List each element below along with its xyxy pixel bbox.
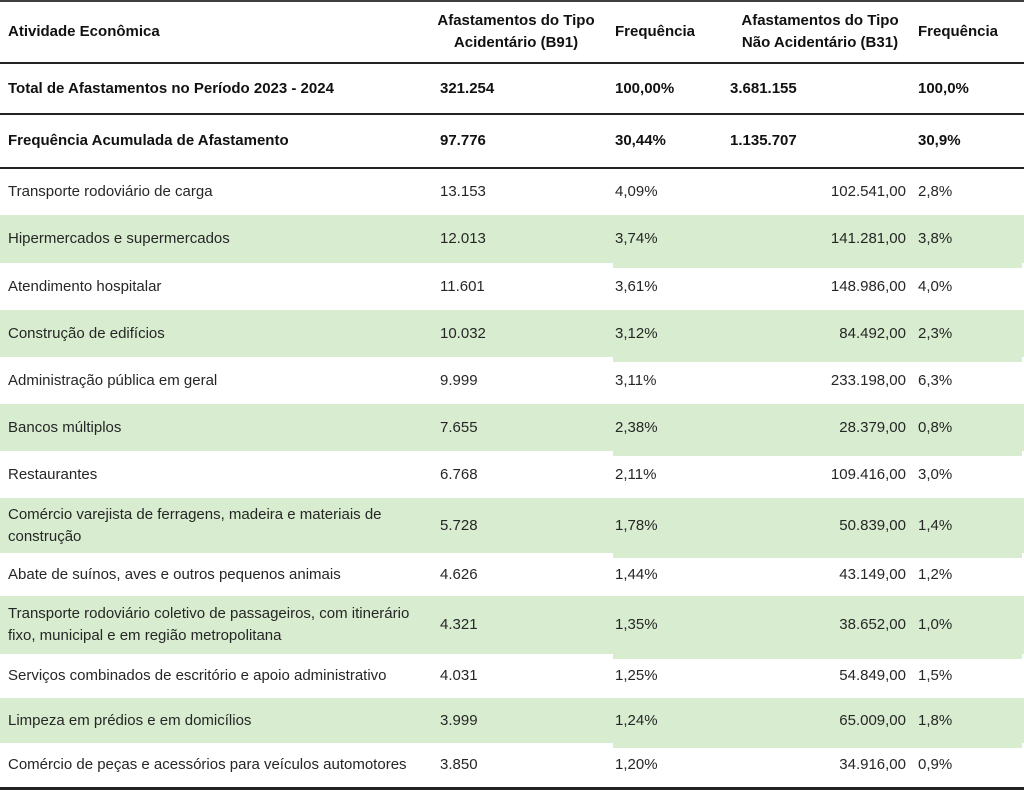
activity-cell: Transporte rodoviário coletivo de passageiros, com itinerário fixo, municipal e em região metropolitana (0, 596, 432, 654)
column-header-afastamentos-b91: Afastamentos do Tipo Acidentário (B91) (437, 12, 595, 51)
b91-value-cell: 10.032 (432, 310, 600, 357)
b31-value-cell: 34.916,00 (839, 756, 906, 773)
table-row (0, 654, 1024, 698)
b31-value-cell: 84.492,00 (700, 310, 908, 357)
activity-cell: Hipermercados e supermercados (0, 215, 432, 263)
table-header-row (0, 2, 1024, 64)
table-row (0, 553, 1024, 596)
activity-cell: Bancos múltiplos (0, 404, 432, 451)
activity-cell: Restaurantes (8, 465, 98, 483)
b91-frequency-cell: 1,20% (615, 756, 658, 773)
b91-frequency-cell: 2,11% (615, 465, 657, 483)
column-header-atividade-economica: Atividade Econômica (8, 23, 160, 40)
table-row (0, 404, 1024, 451)
b31-frequency-cell: 100,0% (918, 79, 969, 97)
b91-value-cell: 321.254 (440, 79, 495, 97)
b31-value-cell: 141.281,00 (700, 215, 908, 263)
b91-value-cell: 97.776 (440, 132, 486, 149)
summary-row (0, 115, 1024, 169)
b91-value-cell: 12.013 (432, 215, 600, 263)
b91-value-cell: 3.850 (440, 756, 478, 773)
activity-cell: Abate de suínos, aves e outros pequenos animais (8, 565, 341, 583)
table-row (0, 596, 1024, 654)
table-row (0, 215, 1024, 263)
table-row (0, 310, 1024, 357)
b31-value-cell: 102.541,00 (830, 183, 906, 200)
table-row (0, 451, 1024, 498)
b31-frequency-cell: 0,8% (908, 404, 1024, 451)
b31-value-cell: 233.198,00 (830, 371, 906, 389)
b31-frequency-cell: 2,3% (908, 310, 1024, 357)
b91-frequency-cell: 30,44% (615, 132, 666, 149)
b31-frequency-cell: 1,5% (918, 667, 953, 684)
b31-value-cell: 65.009,00 (700, 698, 908, 743)
b31-value-cell: 3.681.155 (730, 79, 797, 97)
activity-cell: Limpeza em prédios e em domicílios (0, 698, 432, 743)
b91-frequency-cell: 3,74% (600, 215, 700, 263)
activity-cell: Frequência Acumulada de Afastamento (8, 132, 289, 149)
b31-value-cell: 38.652,00 (700, 596, 908, 654)
b91-frequency-cell: 3,11% (615, 371, 657, 389)
activity-cell: Construção de edifícios (0, 310, 432, 357)
b31-value-cell: 50.839,00 (700, 498, 908, 553)
b31-frequency-cell: 1,8% (908, 698, 1024, 743)
b91-value-cell: 4.031 (440, 667, 478, 684)
b31-value-cell: 148.986,00 (830, 277, 906, 295)
b91-frequency-cell: 1,24% (600, 698, 700, 743)
column-header-frequencia-b31: Frequência (918, 23, 999, 40)
b31-value-cell: 109.416,00 (830, 465, 906, 483)
b91-frequency-cell: 4,09% (615, 183, 658, 200)
b31-frequency-cell: 4,0% (918, 277, 953, 295)
activity-cell: Administração pública em geral (8, 371, 218, 389)
table-row (0, 743, 1024, 787)
b31-value-cell: 43.149,00 (839, 565, 906, 583)
b91-value-cell: 7.655 (432, 404, 600, 451)
b91-frequency-cell: 2,38% (600, 404, 700, 451)
summary-rows-section (0, 64, 1024, 169)
b31-frequency-cell: 1,2% (918, 565, 953, 583)
b91-frequency-cell: 1,78% (600, 498, 700, 553)
data-rows-section (0, 169, 1024, 787)
b91-value-cell: 6.768 (440, 465, 478, 483)
b31-frequency-cell: 30,9% (918, 132, 961, 149)
b91-value-cell: 4.626 (440, 565, 478, 583)
b31-frequency-cell: 0,9% (918, 756, 953, 773)
b91-value-cell: 5.728 (432, 498, 600, 553)
b91-value-cell: 13.153 (440, 183, 486, 200)
b91-value-cell: 3.999 (432, 698, 600, 743)
activity-cell: Transporte rodoviário de carga (8, 183, 213, 200)
table-row (0, 357, 1024, 404)
b91-frequency-cell: 100,00% (615, 79, 675, 97)
b91-frequency-cell: 1,25% (615, 667, 658, 684)
activity-cell: Serviços combinados de escritório e apoio administrativo (8, 667, 387, 684)
table-row (0, 698, 1024, 743)
b31-value-cell: 1.135.707 (730, 132, 797, 149)
activity-cell: Comércio de peças e acessórios para veículos automotores (8, 756, 407, 773)
table-row (0, 263, 1024, 310)
b91-frequency-cell: 1,44% (615, 565, 658, 583)
b31-frequency-cell: 3,8% (908, 215, 1024, 263)
column-header-frequencia-b91: Frequência (615, 23, 696, 40)
activity-cell: Atendimento hospitalar (8, 277, 162, 295)
b91-frequency-cell: 3,12% (600, 310, 700, 357)
b91-value-cell: 11.601 (440, 277, 485, 295)
b31-frequency-cell: 6,3% (918, 371, 953, 389)
b31-value-cell: 28.379,00 (700, 404, 908, 451)
b91-value-cell: 9.999 (440, 371, 478, 389)
activity-cell: Comércio varejista de ferragens, madeira e materiais de construção (0, 498, 432, 553)
b31-frequency-cell: 2,8% (918, 183, 953, 200)
b31-value-cell: 54.849,00 (839, 667, 906, 684)
activity-cell: Total de Afastamentos no Período 2023 - 2024 (8, 79, 334, 97)
table-row (0, 498, 1024, 553)
column-header-afastamentos-b31: Afastamentos do Tipo Não Acidentário (B31) (741, 12, 899, 51)
b91-value-cell: 4.321 (432, 596, 600, 654)
b91-frequency-cell: 1,35% (600, 596, 700, 654)
b31-frequency-cell: 3,0% (918, 465, 953, 483)
b31-frequency-cell: 1,0% (908, 596, 1024, 654)
summary-row (0, 64, 1024, 115)
b91-frequency-cell: 3,61% (615, 277, 658, 295)
b31-frequency-cell: 1,4% (908, 498, 1024, 553)
table-row (0, 169, 1024, 215)
